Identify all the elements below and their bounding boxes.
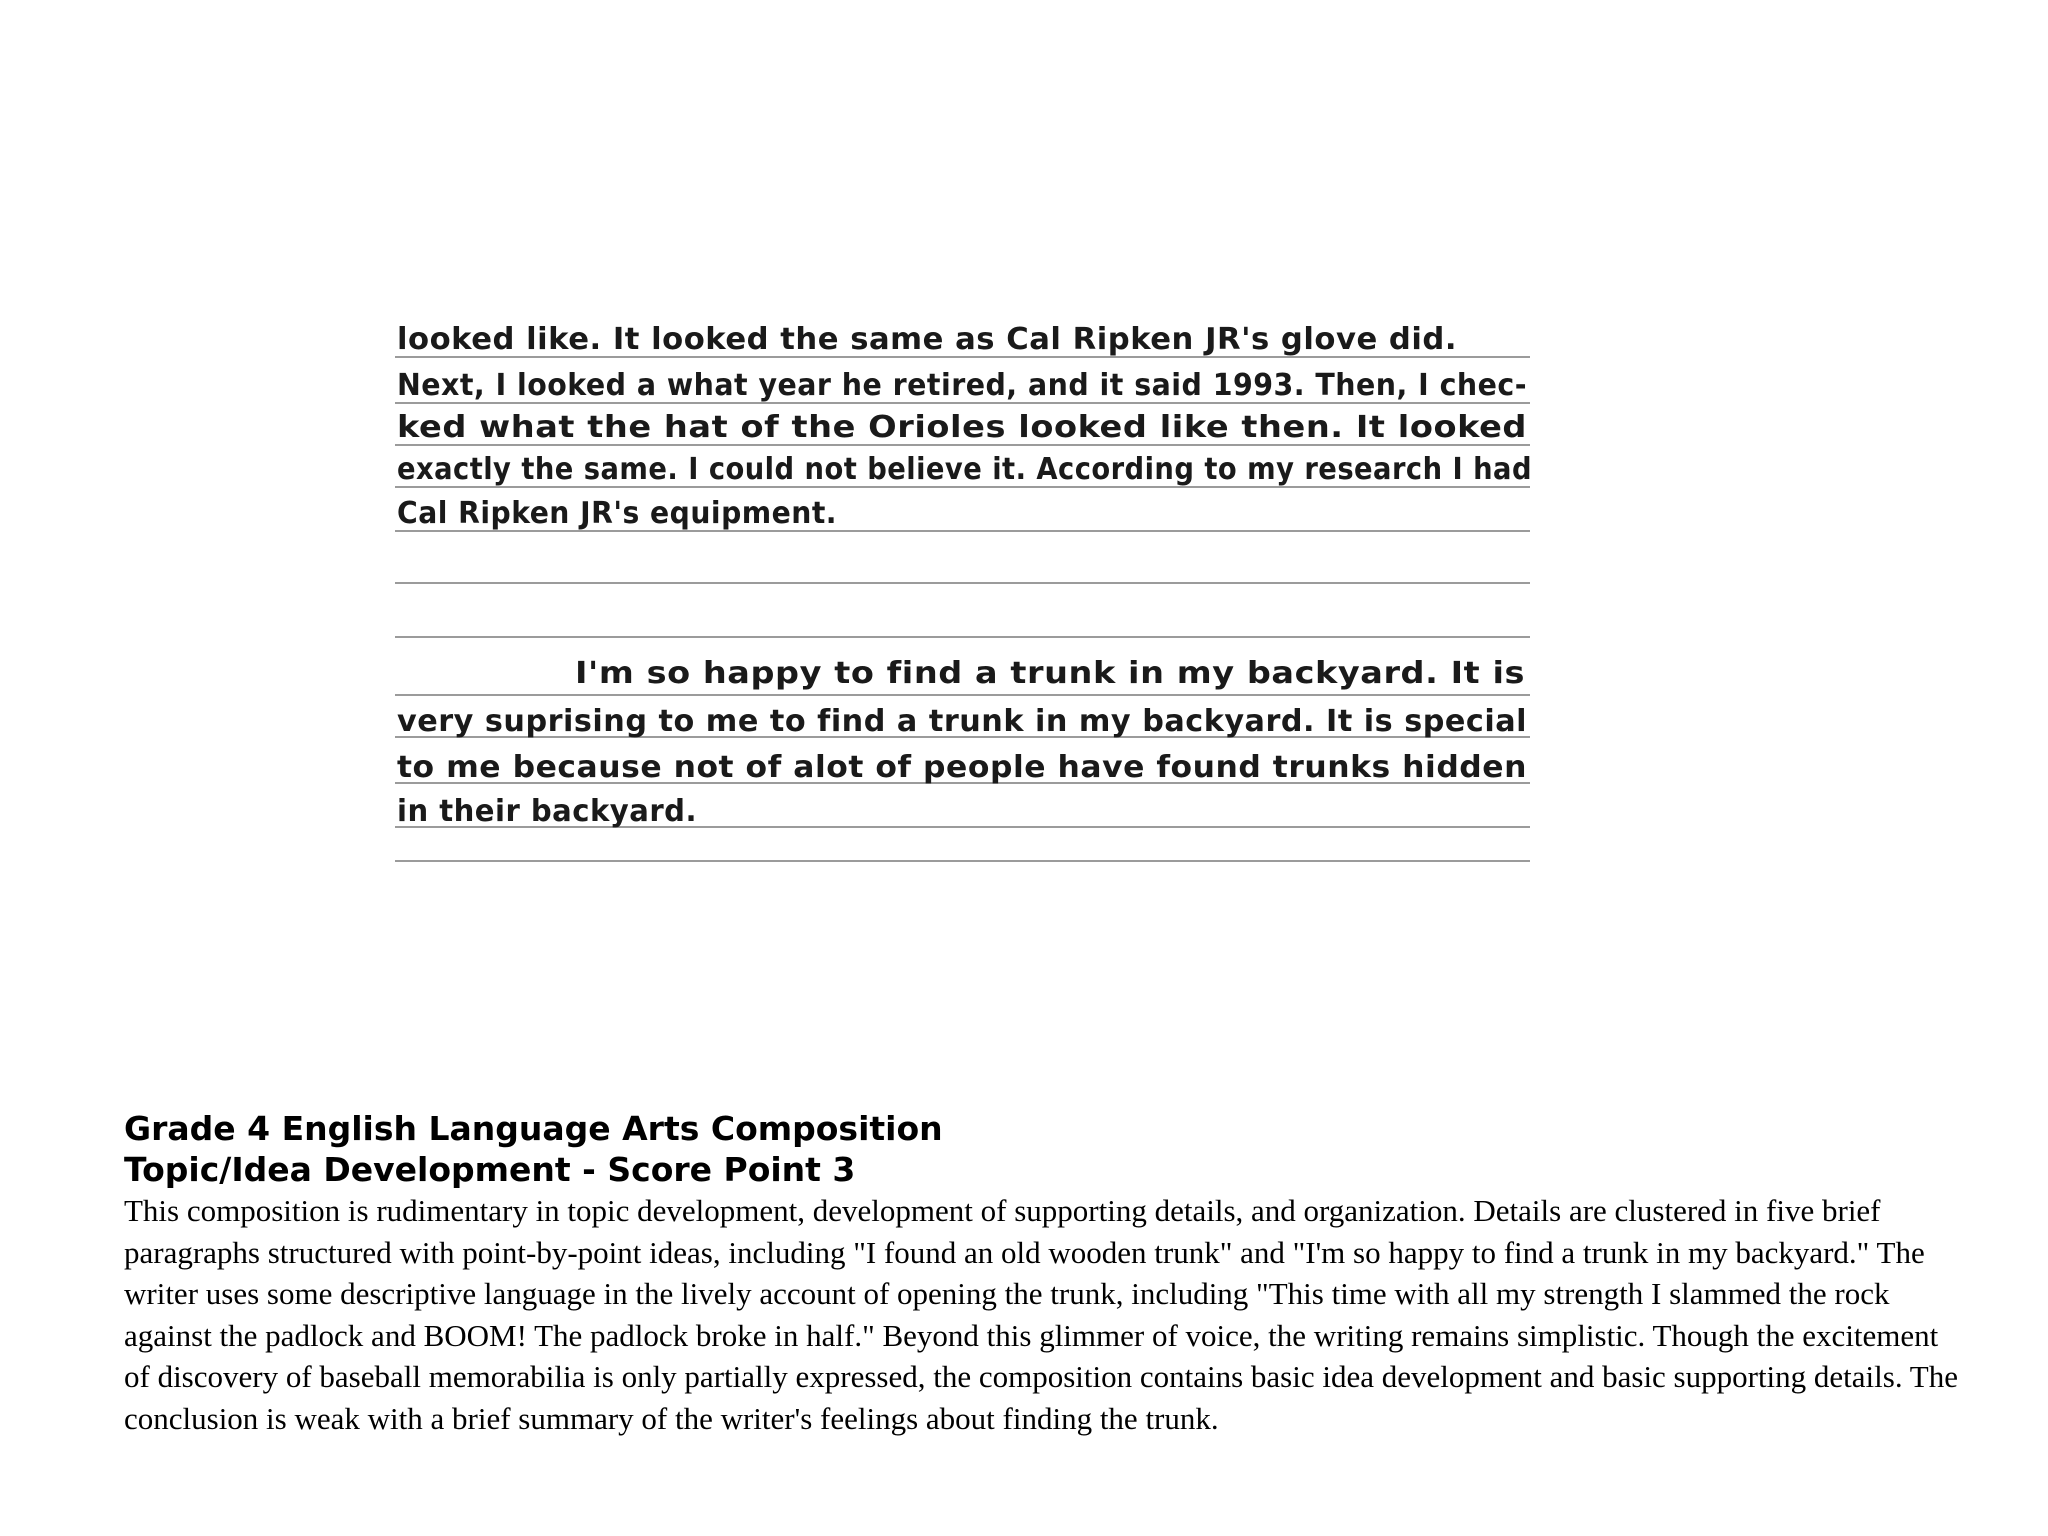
handwriting-line: I'm so happy to find a trunk in my backyard. It is bbox=[575, 656, 1525, 691]
handwriting-line: Cal Ripken JR's equipment. bbox=[397, 496, 837, 531]
handwritten-sample-image bbox=[395, 285, 1535, 875]
handwritten-sample bbox=[395, 285, 1535, 875]
handwriting-line: exactly the same. I could not believe it. According to my research I had bbox=[397, 452, 1532, 487]
handwriting-line: in their backyard. bbox=[397, 794, 697, 829]
score-point-heading: Topic/Idea Development - Score Point 3 bbox=[124, 1150, 856, 1189]
handwriting-line: ked what the hat of the Orioles looked like then. It looked bbox=[397, 410, 1527, 445]
commentary-paragraph: This composition is rudimentary in topic development, development of supporting details, and organization. Details are clustered in five brief paragraphs structured with point-by-point ideas, including "I found an old wooden trunk" and "I'm so happy to find a trunk in my backyard." The writer uses some descriptive language in the lively account of opening the trunk, including "This time with all my strength I slammed the rock against the padlock and BOOM! The padlock broke in half." Beyond this glimmer of voice, the writing remains simplistic. Though the excitement of discovery of baseball memorabilia is only partially expressed, the composition contains basic idea development and basic supporting details. The conclusion is weak with a brief summary of the writer's feelings about finding the trunk. bbox=[124, 1193, 1958, 1436]
handwriting-line: very suprising to me to find a trunk in my backyard. It is special bbox=[397, 704, 1527, 739]
score-commentary bbox=[124, 1108, 1964, 1439]
handwriting-line: to me because not of alot of people have found trunks hidden bbox=[397, 750, 1528, 785]
handwriting-line: Next, I looked a what year he retired, and it said 1993. Then, I chec- bbox=[397, 368, 1527, 403]
handwriting-line: looked like. It looked the same as Cal Ripken JR's glove did. bbox=[397, 322, 1457, 357]
document-title: Grade 4 English Language Arts Composition bbox=[124, 1109, 943, 1148]
